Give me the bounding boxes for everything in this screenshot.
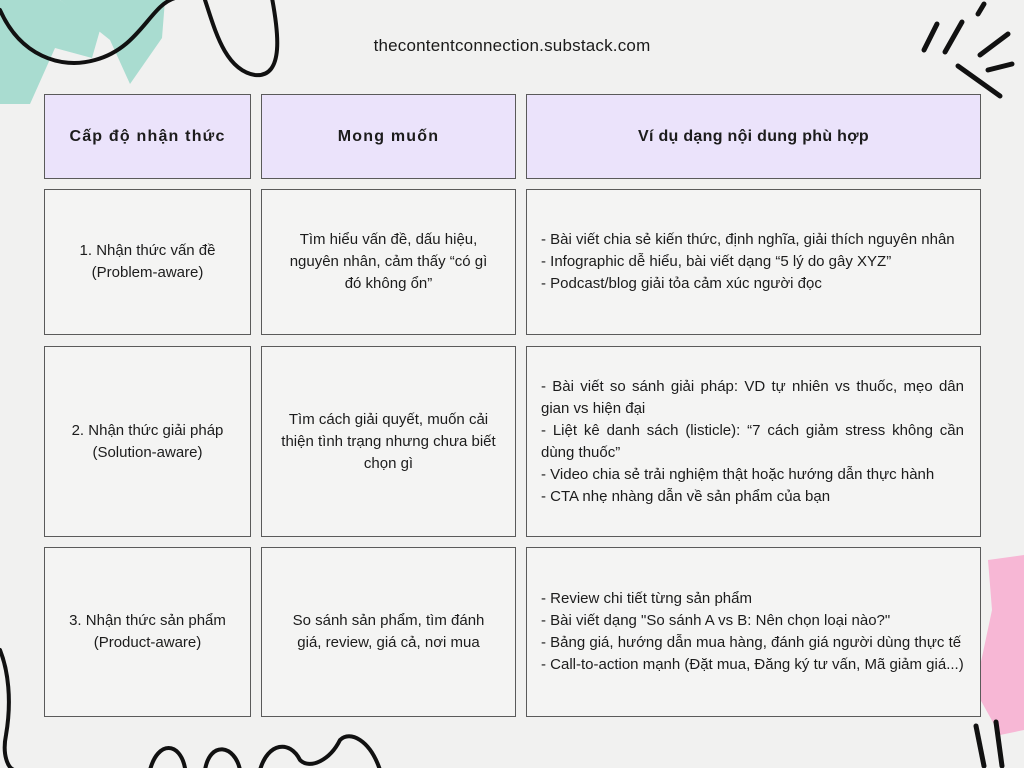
row-3-desire-cell [261, 547, 516, 717]
row-3-level: 3. Nhận thức sản phẩm (Product-aware) [69, 612, 226, 651]
row-2-level-cell [44, 346, 251, 537]
list-item: - Bài viết dạng "So sánh A vs B: Nên chọn loại nào?" [541, 612, 891, 629]
list-item: - CTA nhẹ nhàng dẫn về sản phẩm của bạn [541, 487, 831, 505]
header-awareness-level-label: Cấp độ nhận thức [69, 128, 226, 145]
row-3-desire: So sánh sản phẩm, tìm đánh giá, review, giá cả, nơi mua [292, 612, 485, 651]
row-1-desire-cell [261, 189, 516, 335]
list-item: - Liệt kê danh sách (listicle): “7 cách giảm stress không cần dùng thuốc” [541, 421, 964, 461]
dash-marks-bottom-right [976, 722, 1002, 766]
row-2-level: 2. Nhận thức giải pháp (Solution-aware) [71, 421, 224, 461]
row-2-desire-cell [261, 346, 516, 537]
list-item: - Bài viết so sánh giải pháp: VD tự nhiên vs thuốc, mẹo dân gian vs hiện đại [541, 377, 964, 417]
list-item: - Video chia sẻ trải nghiệm thật hoặc hướng dẫn thực hành [541, 465, 935, 483]
header-content-examples-label: Ví dụ dạng nội dung phù hợp [638, 128, 869, 145]
site-url: thecontentconnection.substack.com [373, 36, 651, 55]
header-awareness-level [44, 94, 251, 179]
row-2-examples-list [527, 376, 980, 508]
header-content-examples [526, 94, 981, 179]
row-1-level: 1. Nhận thức vấn đề (Problem-aware) [79, 242, 216, 281]
list-item: - Review chi tiết từng sản phẩm [541, 590, 752, 607]
header-desire [261, 94, 516, 179]
row-1-desire: Tìm hiểu vấn đề, dấu hiệu, nguyên nhân, cảm thấy “có gì đó không ổn” [289, 231, 488, 292]
row-1-examples-cell [526, 189, 981, 335]
row-2-desire: Tìm cách giải quyết, muốn cải thiện tình trạng nhưng chưa biết chọn gì [281, 410, 496, 472]
list-item: - Call-to-action mạnh (Đặt mua, Đăng ký tư vấn, Mã giảm giá...) [541, 656, 964, 673]
row-3-examples-list [527, 588, 980, 676]
row-1-examples-list [527, 229, 980, 295]
row-3-examples-cell [526, 547, 981, 717]
row-2-examples-cell [526, 346, 981, 537]
row-3-level-cell [44, 547, 251, 717]
header-desire-label: Mong muốn [337, 128, 440, 145]
list-item: - Infographic dễ hiểu, bài viết dạng “5 lý do gây XYZ” [541, 253, 892, 270]
pink-brush-shape [975, 555, 1024, 735]
list-item: - Bảng giá, hướng dẫn mua hàng, đánh giá người dùng thực tế [541, 634, 962, 651]
row-1-level-cell [44, 189, 251, 335]
list-item: - Podcast/blog giải tỏa cảm xúc người đọc [541, 275, 822, 292]
list-item: - Bài viết chia sẻ kiến thức, định nghĩa, giải thích nguyên nhân [541, 231, 955, 248]
